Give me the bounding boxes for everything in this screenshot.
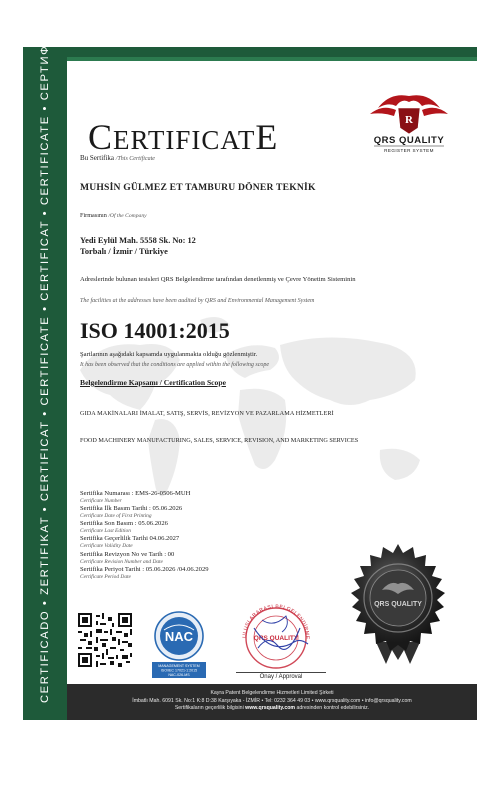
detail-revision: Sertifika Revizyon No ve Tarih : 00 (80, 550, 175, 558)
title-cap-first: C (88, 117, 114, 157)
nac-badge-line-1: MANAGEMENT SYSTEM (158, 664, 200, 668)
detail-row (80, 566, 300, 581)
nac-badge-text: NAC (164, 629, 194, 644)
detail-row (80, 505, 300, 520)
company-address (80, 236, 196, 257)
detail-certificate-number-en: Certificate Number (80, 497, 122, 504)
this-certificate-en: /This Certificate (115, 156, 155, 162)
detail-period-date: Sertifika Periyot Tarihi : 05.06.2026 /04.06.2029 (80, 565, 209, 573)
detail-certificate-number: Sertifika Numarası : EMS-26-0506-MUH (80, 490, 191, 497)
detail-validity-date-en: Certificate Validity Date (80, 543, 133, 550)
detail-row (80, 520, 300, 535)
qr-code[interactable] (78, 613, 132, 667)
nac-accreditation-badge (146, 610, 212, 680)
footer-verify (67, 705, 477, 713)
conditions-text-tr: Şartlarının aşağıdaki kapsamda uygulanmakta olduğu gözlenmiştir. (80, 351, 258, 358)
qrs-quality-logo (360, 88, 458, 154)
nac-badge-line-2: ISO/IEC 17021-1:2015 (160, 668, 198, 673)
stamp-ring-text: ULUSLARARASI BELGELENDİRME (241, 603, 311, 640)
detail-row (80, 490, 300, 505)
scope-text-tr: GIDA MAKİNALARI İMALAT, SATIŞ, SERVİS, REVİZYON VE PAZARLAMA HİZMETLERİ (80, 410, 334, 417)
detail-period-date-en: Certificate Period Date (80, 573, 131, 580)
detail-first-print-date: Sertifika İlk Basım Tarihi : 05.06.2026 (80, 505, 183, 513)
title-cap-last: E (255, 117, 279, 157)
top-border-accent (63, 57, 477, 61)
company-label-tr: Firmasının (80, 212, 107, 219)
footer-company: Kayra Patent Belgelendirme Hizmetleri Limited Şirketi (210, 690, 334, 696)
approval-stamp (228, 598, 324, 670)
top-border (23, 47, 477, 57)
this-certificate-label (80, 154, 155, 162)
detail-last-edition-en: Certificate Last Edition (80, 528, 131, 535)
svg-text:R: R (405, 114, 413, 126)
footer (67, 684, 477, 720)
audit-text-en: The facilities at the addresses have been audited by QRS and Environmental Management System (80, 298, 315, 304)
approval-label: Onay / Approval (236, 672, 326, 680)
footer-contact: İmbatlı Mah. 6091 Sk. No:1 K:8 D:38 Karşıyaka - İZMİR • Tel: 0232 364 49 03 • www.qrsquality.com • info@qrsquality.com (132, 697, 412, 704)
audit-text-tr: Adreslerinde bulunan tesisleri QRS Belgelendirme tarafından denetlenmiş ve Çevre Yönetim Sisteminin (80, 276, 356, 283)
detail-revision-en: Certificate Revision Number and Date (80, 558, 163, 565)
address-line-1: Yedi Eylül Mah. 5558 Sk. No: 12 (80, 236, 196, 245)
standard-title: ISO 14001:2015 (80, 318, 230, 343)
company-name: MUHSİN GÜLMEZ ET TAMBURU DÖNER TEKNİK (80, 182, 316, 193)
detail-validity-date: Sertifika Geçerlilik Tarihi 04.06.2027 (80, 535, 180, 543)
logo-brand-text: QRS QUALITY (373, 135, 445, 146)
detail-row (80, 551, 300, 566)
this-certificate-tr: Bu Sertifika (80, 154, 115, 162)
company-label-en: /Of the Company (108, 213, 147, 219)
footer-verify-pre: Sertifikaların geçerlilik bilgisini (174, 705, 244, 712)
scope-text-en: FOOD MACHINERY MANUFACTURING, SALES, SERVICE, REVISION, AND MARKETING SERVICES (80, 437, 359, 444)
address-line-2: Torbalı / İzmir / Türkiye (80, 246, 168, 256)
stamp-center-text: QRS QUALITY (253, 635, 299, 642)
detail-first-print-date-en: Certificate Date of First Printing (80, 513, 152, 520)
detail-last-edition: Sertifika Son Basım : 05.06.2026 (80, 520, 168, 528)
side-band-text: CERTIFICADO • ZERTIFIKAT • CERTIFICAT • CERTIFICATE • CERTIFICAT • CERTIFICATE • СЕРТИФИКАТ (39, 10, 51, 703)
nac-badge-line-3: NAC-026-MS (168, 673, 190, 677)
scope-heading: Belgelendirme Kapsamı / Certification Scope (80, 378, 226, 387)
detail-row (80, 535, 300, 550)
embossed-seal (336, 542, 460, 666)
certificate-title (88, 116, 278, 158)
company-label (80, 212, 147, 219)
seal-text: QRS QUALITY (374, 601, 422, 608)
title-middle: ERTIFICAT (113, 125, 256, 155)
conditions-text-en: It has been observed that the conditions are applied within the following scope (80, 362, 270, 368)
footer-verify-link[interactable]: www.qrsquality.com (245, 705, 296, 712)
logo-tagline-text: REGISTER SYSTEM (384, 148, 434, 153)
footer-verify-post: adresinden kontrol edebilirsiniz. (296, 705, 370, 712)
certificate-details (80, 490, 300, 581)
